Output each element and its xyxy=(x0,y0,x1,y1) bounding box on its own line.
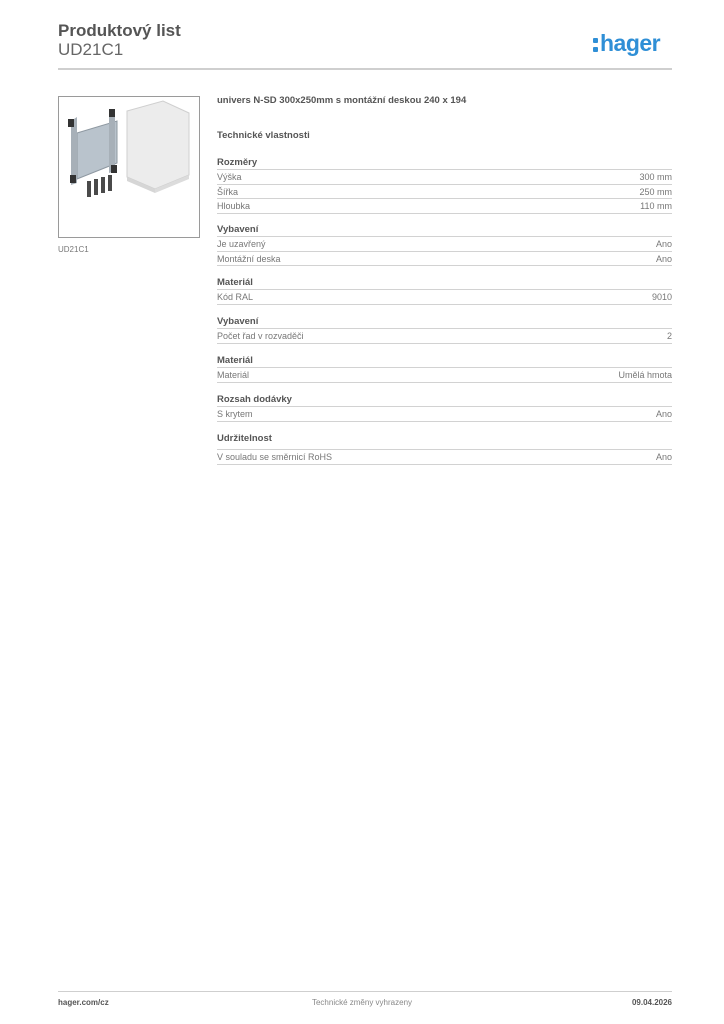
footer-date: 09.04.2026 xyxy=(631,998,672,1007)
spec-value: Ano xyxy=(655,409,672,419)
spec-value: 9010 xyxy=(651,292,672,302)
spec-row xyxy=(217,252,672,267)
logo-colon-icon xyxy=(593,38,598,52)
spec-group-material xyxy=(217,276,672,305)
spec-value: 250 mm xyxy=(639,186,672,197)
product-code: UD21C1 xyxy=(58,40,124,59)
header-title: Produktový list xyxy=(58,21,181,40)
logo-text: hager xyxy=(600,29,661,56)
spec-value: 110 mm xyxy=(640,201,672,211)
spec-label: Materiál xyxy=(217,370,250,380)
spec-value: Ano xyxy=(655,253,672,264)
spec-row xyxy=(217,329,672,344)
spec-value: Ano xyxy=(655,452,672,462)
footer-website: hager.com/cz xyxy=(58,998,109,1007)
spec-label: Hloubka xyxy=(217,201,251,211)
spec-group-title: Vybavení xyxy=(217,223,672,237)
spec-row xyxy=(217,290,672,305)
footer-notice: Technické změny vyhrazeny xyxy=(311,998,413,1007)
spec-group-equipment-2 xyxy=(217,315,672,344)
spec-label: S krytem xyxy=(217,409,253,419)
spec-label: V souladu se směrnicí RoHS xyxy=(217,452,333,462)
spec-group-delivery-scope xyxy=(217,393,672,422)
spec-row xyxy=(217,199,672,214)
spec-group-sustainability xyxy=(217,432,672,465)
header-divider xyxy=(58,68,672,70)
spec-group-material-2 xyxy=(217,354,672,383)
spec-row xyxy=(217,237,672,252)
spec-group-title: Materiál xyxy=(217,276,672,290)
spec-group-title: Rozměry xyxy=(217,156,672,170)
product-image-caption: UD21C1 xyxy=(58,245,89,254)
spec-value: 300 mm xyxy=(639,172,672,182)
spec-group-title: Rozsah dodávky xyxy=(217,393,672,407)
spec-row xyxy=(217,450,672,465)
spec-row xyxy=(217,185,672,200)
spec-label: Je uzavřený xyxy=(217,239,266,249)
spec-label: Počet řad v rozvaděči xyxy=(217,331,304,341)
hager-logo xyxy=(593,28,660,58)
spec-group-equipment xyxy=(217,223,672,266)
spec-value: Umělá hmota xyxy=(618,370,672,380)
footer-divider xyxy=(58,991,672,992)
spec-value: 2 xyxy=(666,331,672,341)
product-name: univers N-SD 300x250mm s montážní deskou 240 x 194 xyxy=(217,95,467,106)
spec-value: Ano xyxy=(655,239,672,249)
spec-label: Šířka xyxy=(217,186,239,197)
spec-group-title: Vybavení xyxy=(217,315,672,329)
technical-properties-heading: Technické vlastnosti xyxy=(217,130,310,141)
spec-label: Montážní deska xyxy=(217,253,281,264)
enclosure-kit-illustration xyxy=(59,97,199,237)
spec-label: Výška xyxy=(217,172,242,182)
spec-row xyxy=(217,407,672,422)
product-image xyxy=(58,96,200,238)
spec-label: Kód RAL xyxy=(217,292,254,302)
spec-row xyxy=(217,368,672,383)
spec-group-dimensions xyxy=(217,156,672,214)
spec-row xyxy=(217,170,672,185)
spec-group-title: Materiál xyxy=(217,354,672,368)
spec-group-title: Udržitelnost xyxy=(217,432,672,450)
